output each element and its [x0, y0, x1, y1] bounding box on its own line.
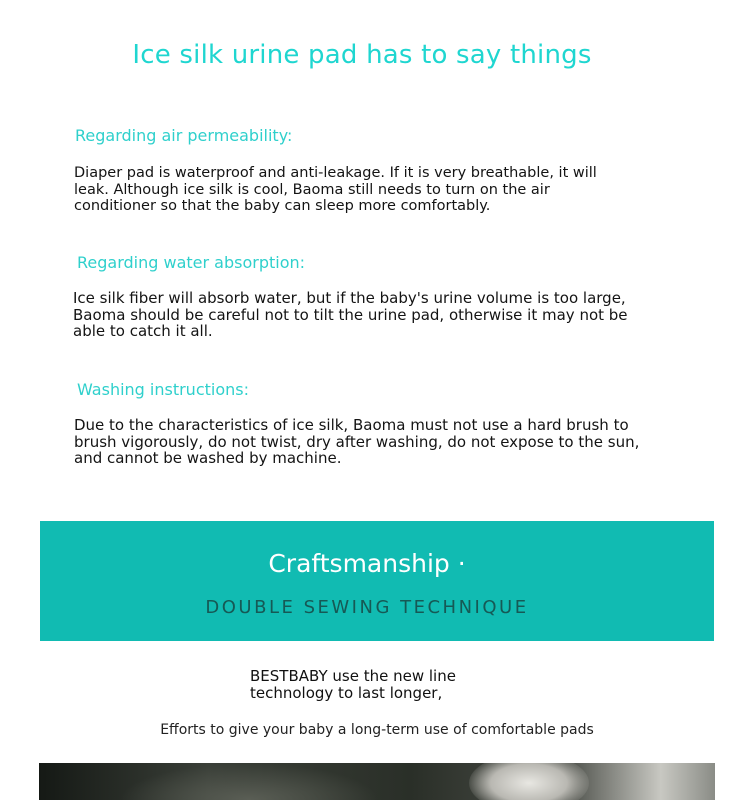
section-body-water-absorption	[73, 290, 693, 340]
product-photo	[39, 763, 715, 800]
body-line: conditioner so that the baby can sleep more comfortably.	[74, 198, 491, 214]
section-heading-air-permeability: Regarding air permeability:	[75, 126, 293, 145]
craftsmanship-banner	[40, 521, 714, 641]
body-line: Diaper pad is waterproof and anti-leakage. If it is very breathable, it will	[74, 165, 597, 181]
banner-subtitle: DOUBLE SEWING TECHNIQUE	[205, 597, 529, 618]
feature-line: technology to last longer,	[250, 684, 443, 702]
section-heading-washing-instructions: Washing instructions:	[77, 380, 249, 399]
body-line: able to catch it all.	[73, 322, 213, 340]
page-title: Ice silk urine pad has to say things	[132, 40, 592, 70]
body-line: leak. Although ice silk is cool, Baoma still needs to turn on the air	[74, 181, 550, 198]
banner-title: Craftsmanship ·	[268, 549, 466, 578]
feature-line: BESTBABY use the new line	[250, 667, 456, 685]
section-body-air-permeability	[74, 165, 674, 215]
body-line: Due to the characteristics of ice silk, Baoma must not use a hard brush to	[74, 416, 629, 434]
body-line: Ice silk fiber will absorb water, but if the baby's urine volume is too large,	[73, 289, 626, 307]
section-heading-water-absorption: Regarding water absorption:	[77, 253, 306, 272]
feature-text	[250, 668, 550, 702]
body-line: and cannot be washed by machine.	[74, 449, 342, 467]
section-body-washing-instructions	[74, 417, 694, 467]
tagline: Efforts to give your baby a long-term use of comfortable pads	[160, 722, 594, 738]
body-line: brush vigorously, do not twist, dry after washing, do not expose to the sun,	[74, 432, 640, 451]
body-line: Baoma should be careful not to tilt the urine pad, otherwise it may not be	[73, 305, 628, 324]
